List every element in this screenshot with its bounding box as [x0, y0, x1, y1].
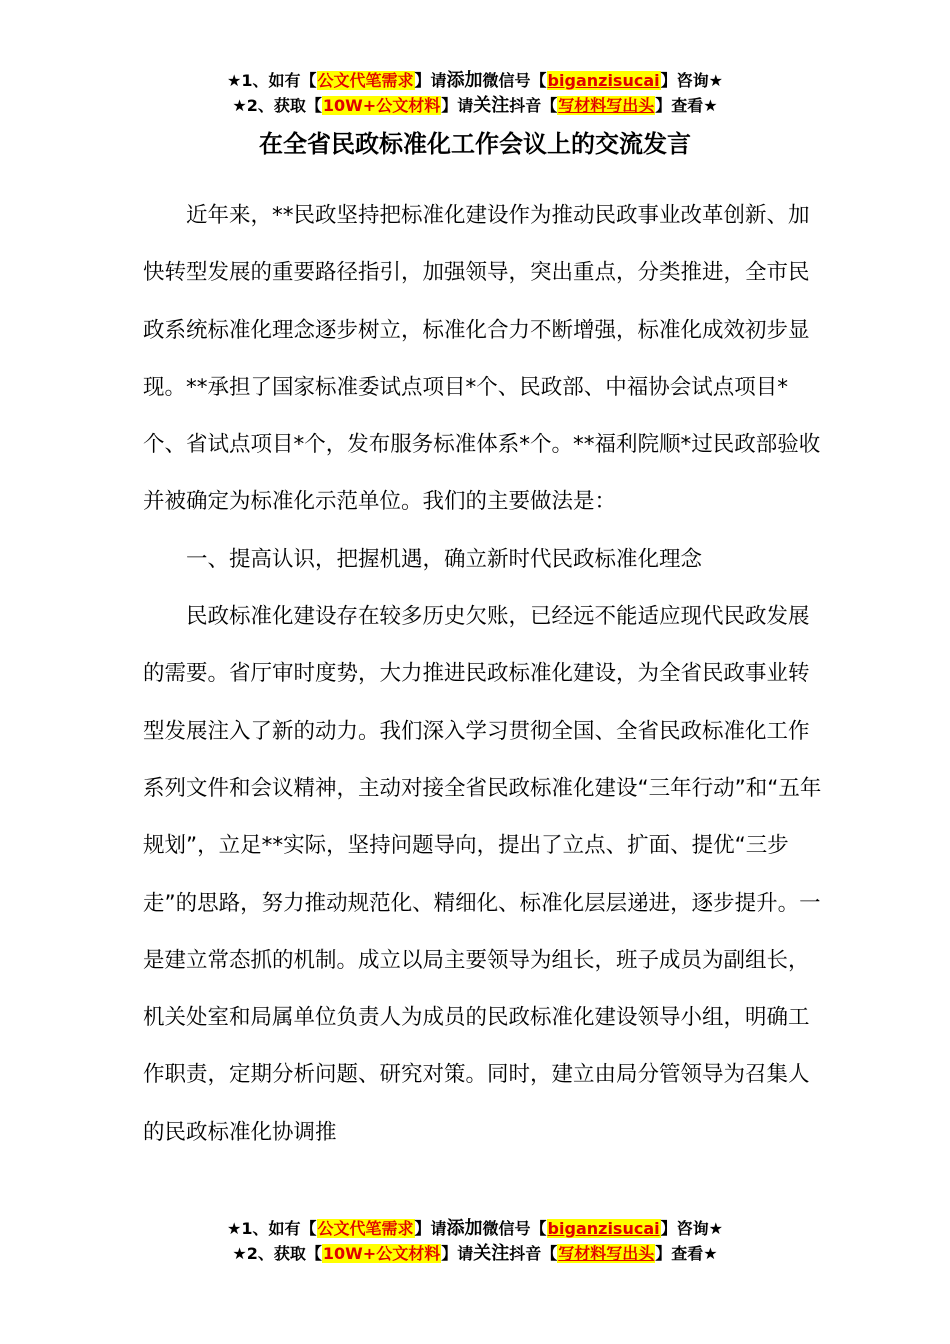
banner-line-1 [0, 1216, 950, 1241]
banner-line-1 [0, 68, 950, 93]
banner-text: ★2、获取【 [232, 96, 322, 115]
banner-text: ★1、如有【 [227, 71, 317, 90]
banner-emphasis: 添加 [446, 1218, 483, 1239]
wechat-id-link[interactable]: biganzisucai [547, 71, 660, 90]
banner-text: 】查看★ [655, 1244, 718, 1263]
footer-banner [0, 1216, 950, 1266]
header-banner [0, 68, 950, 118]
banner-emphasis: 添加 [446, 70, 483, 91]
banner-text: 抖音【 [509, 96, 558, 115]
banner-text: ★2、获取【 [232, 1244, 322, 1263]
banner-line-2 [0, 1241, 950, 1266]
douyin-account-link[interactable]: 写材料写出头 [558, 1244, 655, 1263]
banner-text: 】请 [441, 1244, 474, 1263]
section-heading-1: 一、提高认识，把握机遇，确立新时代民政标准化理念 [186, 546, 703, 572]
banner-text: 】请 [441, 96, 474, 115]
banner-text: 】请 [414, 71, 447, 90]
banner-text: 微信号【 [482, 71, 547, 90]
banner-text: 抖音【 [509, 1244, 558, 1263]
banner-emphasis: 关注 [473, 95, 510, 116]
banner-line-2 [0, 93, 950, 118]
highlight-service: 公文代笔需求 [317, 71, 414, 90]
highlight-materials: 10W+公文材料 [322, 96, 441, 115]
document-body [143, 187, 823, 1161]
banner-text: 】查看★ [655, 96, 718, 115]
highlight-materials: 10W+公文材料 [322, 1244, 441, 1263]
banner-text: ★1、如有【 [227, 1219, 317, 1238]
douyin-account-link[interactable]: 写材料写出头 [558, 96, 655, 115]
wechat-id-link[interactable]: biganzisucai [547, 1219, 660, 1238]
banner-text: 】咨询★ [660, 1219, 723, 1238]
highlight-service: 公文代笔需求 [317, 1219, 414, 1238]
paragraph-section-1: 民政标准化建设存在较多历史欠账，已经远不能适应现代民政发展的需要。省厅审时度势，大力推进民政标准化建设，为全省民政事业转型发展注入了新的动力。我们深入学习贯彻全国、全省民政标准化工作系列文件和会议精神，主动对接全省民政标准化建设“三年行动”和“五年规划”，立足**实际，坚持问题导向，提出了立点、扩面、提优“三步走”的思路，努力推动规范化、精细化、标准化层层递进，逐步提升。一是建立常态抓的机制。成立以局主要领导为组长，班子成员为副组长，机关处室和局属单位负责人为成员的民政标准化建设领导小组，明确工作职责，定期分析问题、研究对策。同时，建立由局分管领导为召集人的民政标准化协调推 [143, 604, 822, 1145]
banner-text: 】咨询★ [660, 71, 723, 90]
paragraph-intro: 近年来，**民政坚持把标准化建设作为推动民政事业改革创新、加快转型发展的重要路径指引，加强领导，突出重点，分类推进，全市民政系统标准化理念逐步树立，标准化合力不断增强，标准化成效初步显现。**承担了国家标准委试点项目*个、民政部、中福协会试点项目*个、省试点项目*个，发布服务标准体系*个。**福利院顺*过民政部验收并被确定为标准化示范单位。我们的主要做法是： [143, 203, 821, 515]
banner-emphasis: 关注 [473, 1243, 510, 1264]
document-title: 在全省民政标准化工作会议上的交流发言 [259, 130, 691, 158]
banner-text: 微信号【 [482, 1219, 547, 1238]
banner-text: 】请 [414, 1219, 447, 1238]
